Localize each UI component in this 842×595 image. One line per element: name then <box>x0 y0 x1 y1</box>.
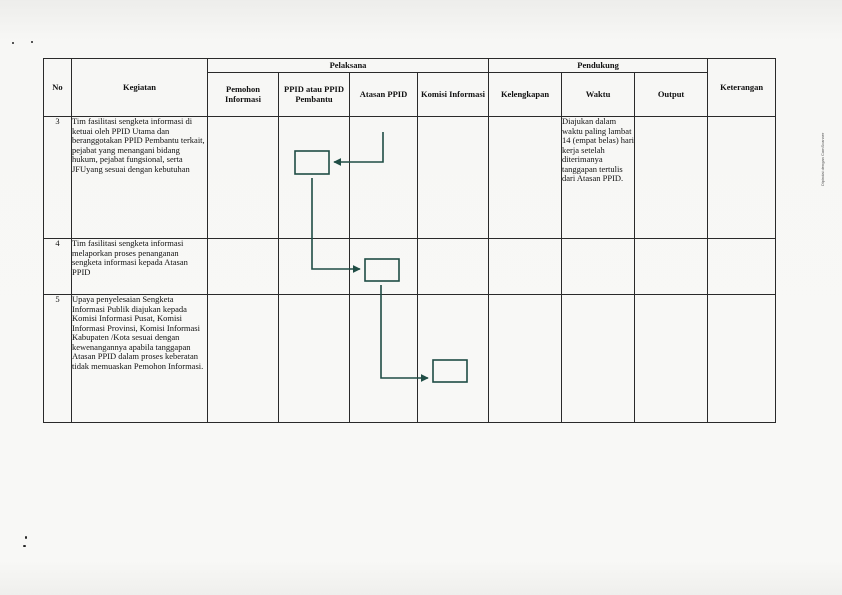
kelengkapan-cell <box>489 295 562 423</box>
waktu-cell: Diajukan dalam waktu paling lambat 14 (empat belas) hari kerja setelah diterimanya tanggapan tertulis dari Atasan PPID. <box>562 117 635 239</box>
waktu-cell <box>562 295 635 423</box>
pemohon-cell <box>208 295 279 423</box>
scan-speck <box>25 536 27 539</box>
atasan-ppid-cell <box>350 295 418 423</box>
header-output: Output <box>635 73 708 117</box>
waktu-cell <box>562 239 635 295</box>
header-no: No <box>44 59 72 117</box>
kegiatan-cell: Tim fasilitasi sengketa informasi melaporkan proses penanganan sengketa informasi kepada Atasan PPID <box>72 239 208 295</box>
output-cell <box>635 239 708 295</box>
komisi-informasi-cell <box>418 239 489 295</box>
scan-speck <box>12 42 14 44</box>
atasan-ppid-cell <box>350 239 418 295</box>
pemohon-cell <box>208 117 279 239</box>
ppid-pembantu-cell <box>279 239 350 295</box>
scan-speck <box>23 545 26 547</box>
header-waktu: Waktu <box>562 73 635 117</box>
row-number: 3 <box>44 117 72 239</box>
row-number: 5 <box>44 295 72 423</box>
header-pemohon-informasi: Pemohon Informasi <box>208 73 279 117</box>
table-row <box>44 239 776 295</box>
output-cell <box>635 117 708 239</box>
kegiatan-cell: Upaya penyelesaian Sengketa Informasi Publik diajukan kepada Komisi Informasi Pusat, Komisi Informasi Provinsi, Komisi Informasi Kabupaten /Kota sesuai dengan kewenangannya apabila tanggapan Atasan PPID dalam proses keberatan tidak memuaskan Pemohon Informasi. <box>72 295 208 423</box>
kegiatan-cell: Tim fasilitasi sengketa informasi di ketuai oleh PPID Utama dan beranggotakan PPID Pembantu terkait, pejabat yang menangani bidang hukum, pejabat fungsional, serta JFUyang sesuai dengan kebutuhan <box>72 117 208 239</box>
table-row <box>44 117 776 239</box>
sop-flow-table <box>43 58 776 423</box>
kelengkapan-cell <box>489 117 562 239</box>
row-number: 4 <box>44 239 72 295</box>
header-kelengkapan: Kelengkapan <box>489 73 562 117</box>
header-komisi-informasi: Komisi Informasi <box>418 73 489 117</box>
keterangan-cell <box>708 295 776 423</box>
pemohon-cell <box>208 239 279 295</box>
header-atasan-ppid: Atasan PPID <box>350 73 418 117</box>
ppid-pembantu-cell <box>279 117 350 239</box>
keterangan-cell <box>708 117 776 239</box>
header-pendukung: Pendukung <box>489 59 708 73</box>
kelengkapan-cell <box>489 239 562 295</box>
ppid-pembantu-cell <box>279 295 350 423</box>
keterangan-cell <box>708 239 776 295</box>
header-pelaksana: Pelaksana <box>208 59 489 73</box>
atasan-ppid-cell <box>350 117 418 239</box>
komisi-informasi-cell <box>418 117 489 239</box>
header-keterangan: Keterangan <box>708 59 776 117</box>
table-row <box>44 295 776 423</box>
scanner-watermark: Dipindai dengan CamScanner <box>820 132 825 186</box>
komisi-informasi-cell <box>418 295 489 423</box>
output-cell <box>635 295 708 423</box>
header-ppid-pembantu: PPID atau PPID Pembantu <box>279 73 350 117</box>
scan-speck <box>31 41 33 43</box>
header-kegiatan: Kegiatan <box>72 59 208 117</box>
